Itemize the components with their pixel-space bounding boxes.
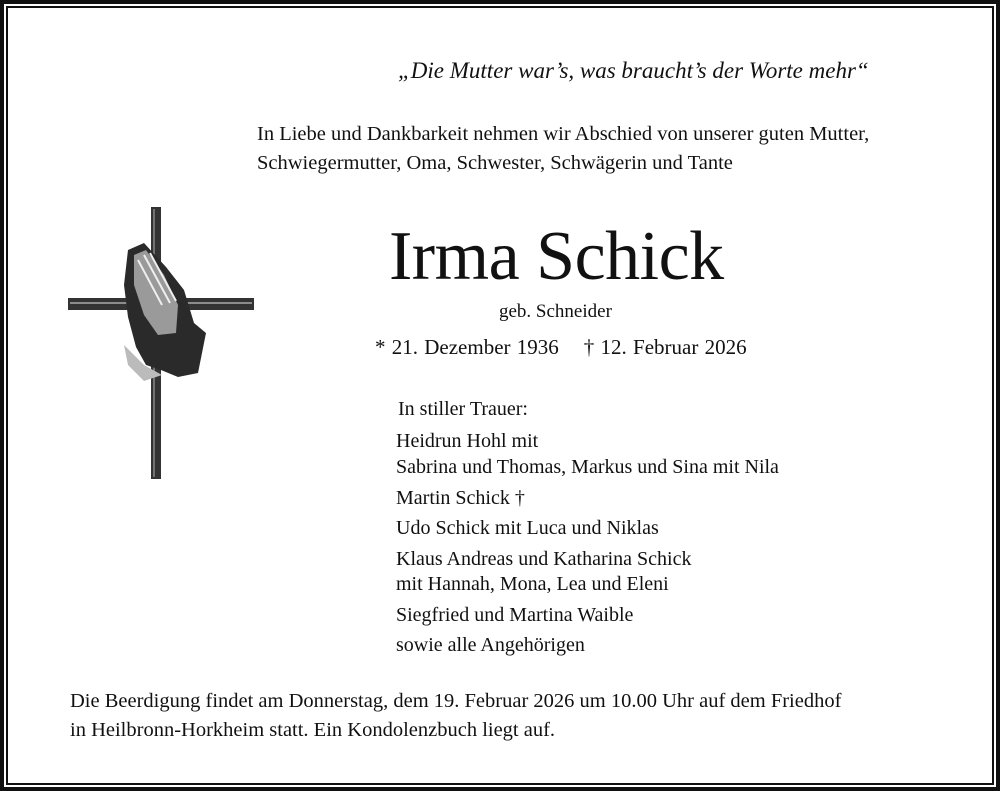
mourners-heading: In stiller Trauer: [398, 398, 528, 420]
mourner-line: Siegfried und Martina Waible [396, 604, 634, 626]
intro-line: In Liebe und Dankbarkeit nehmen wir Abschied von unserer guten Mutter, [257, 123, 870, 145]
mourner-line: Udo Schick mit Luca und Niklas [396, 517, 659, 539]
maiden-name: geb. Schneider [499, 301, 612, 322]
funeral-info-line: Die Beerdigung findet am Donnerstag, dem 19. Februar 2026 um 10.00 Uhr auf dem Friedhof [70, 690, 842, 712]
deceased-name: Irma Schick [389, 218, 724, 295]
cross-praying-hands-icon [66, 205, 256, 480]
mourner-line: Klaus Andreas und Katharina Schick [396, 548, 692, 570]
mourner-line: Martin Schick † [396, 487, 525, 509]
quote: „Die Mutter war’s, was braucht’s der Worte mehr“ [398, 58, 869, 83]
intro-line: Schwiegermutter, Oma, Schwester, Schwägerin und Tante [257, 152, 733, 174]
life-dates: * 21. Dezember 1936 † 12. Februar 2026 [375, 335, 747, 359]
mourner-line: mit Hannah, Mona, Lea und Eleni [396, 573, 669, 595]
funeral-info-line: in Heilbronn-Horkheim statt. Ein Kondolenzbuch liegt auf. [70, 719, 556, 741]
mourner-line: sowie alle Angehörigen [396, 634, 585, 656]
mourner-line: Heidrun Hohl mit [396, 430, 539, 452]
mourner-line: Sabrina und Thomas, Markus und Sina mit Nila [396, 456, 779, 478]
